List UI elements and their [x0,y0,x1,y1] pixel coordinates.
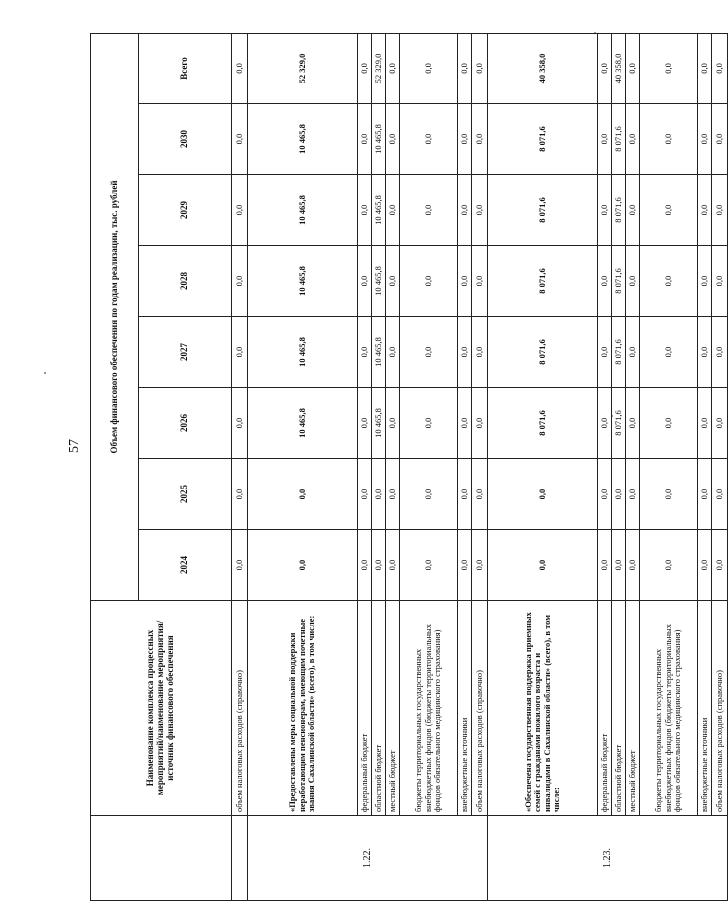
value-cell: 0,0 [626,317,640,388]
value-cell: 10 465,8 [372,246,386,317]
value-cell: 8 071,6 [488,104,598,175]
value-cell: 0,0 [598,33,612,103]
value-cell: 0,0 [358,459,372,530]
row-name: местный бюджет [386,601,400,816]
value-cell: 40 358,0 [612,33,626,103]
value-cell: 0,0 [598,317,612,388]
row-name: областной бюджет [372,601,386,816]
financing-table [90,33,728,901]
value-cell: 0,0 [400,459,458,530]
value-cell: 0,0 [598,104,612,175]
value-cell: 0,0 [712,175,728,246]
value-cell: 0,0 [626,459,640,530]
table-row [358,33,372,900]
value-cell: 0,0 [400,33,458,103]
value-cell: 0,0 [698,388,712,459]
row-name: внебюджетные источники [458,601,472,816]
value-cell: 52 329,0 [372,33,386,103]
value-cell: 0,0 [358,246,372,317]
value-cell: 0,0 [472,317,488,388]
value-cell: 0,0 [626,530,640,601]
value-cell: 0,0 [458,459,472,530]
value-cell: 8 071,6 [488,388,598,459]
table-row [712,33,728,900]
row-name: внебюджетные источники [698,601,712,816]
table-row [488,33,598,900]
value-cell: 0,0 [386,175,400,246]
row-code [232,816,248,901]
row-name: бюджеты территориальных государственных внебюджетных фондов (бюджеты территориальных фондов обязательного медицинского страхования) [400,601,458,816]
value-cell: 0,0 [598,175,612,246]
value-cell: 0,0 [598,530,612,601]
value-cell: 0,0 [372,530,386,601]
value-cell: 0,0 [626,33,640,103]
row-name: объем налоговых расходов (справочно) [232,601,248,816]
value-cell: 0,0 [400,175,458,246]
table-row [458,33,472,900]
value-cell: 0,0 [698,459,712,530]
value-cell: 0,0 [626,388,640,459]
value-cell: 0,0 [472,388,488,459]
value-cell: 0,0 [712,317,728,388]
row-name: федеральный бюджет [358,601,372,816]
value-cell: 0,0 [386,33,400,103]
value-cell: 8 071,6 [488,175,598,246]
value-cell: 40 358,0 [488,33,598,103]
year-header: 2028 [139,246,232,317]
value-cell: 8 071,6 [488,317,598,388]
table-row [612,33,626,900]
value-cell: 0,0 [386,459,400,530]
row-name: объем налоговых расходов (справочно) [712,601,728,816]
value-cell: 0,0 [698,317,712,388]
value-cell: 8 071,6 [488,246,598,317]
year-header: 2029 [139,175,232,246]
row-code: 1.22. [248,816,488,901]
row-code: 1.23. [488,816,728,901]
value-cell: 0,0 [400,530,458,601]
value-cell: 0,0 [232,459,248,530]
value-cell: 0,0 [472,104,488,175]
value-cell: 0,0 [232,530,248,601]
year-header: 2027 [139,317,232,388]
value-cell: 0,0 [626,246,640,317]
value-cell: 0,0 [386,388,400,459]
value-cell: 0,0 [358,388,372,459]
value-cell: 0,0 [358,530,372,601]
value-cell: 0,0 [712,104,728,175]
value-cell: 0,0 [612,530,626,601]
value-cell: 0,0 [358,175,372,246]
table-row [698,33,712,900]
row-name: областной бюджет [612,601,626,816]
value-cell: 0,0 [712,388,728,459]
year-header: 2024 [139,530,232,601]
value-cell: 0,0 [232,317,248,388]
table-row [232,33,248,900]
value-cell: 0,0 [400,246,458,317]
row-name: «Обеспечена государственная поддержка приемных семей с гражданами пожилого возраста и инвалидами в Сахалинской области» (всего), в том числе: [488,601,598,816]
year-header: 2030 [139,104,232,175]
row-name: федеральный бюджет [598,601,612,816]
value-cell: 0,0 [472,33,488,103]
value-cell: 0,0 [640,388,698,459]
value-cell: 0,0 [372,459,386,530]
value-cell: 0,0 [458,317,472,388]
value-cell: 0,0 [458,104,472,175]
value-cell: 0,0 [358,317,372,388]
value-cell: 0,0 [358,104,372,175]
table-row [598,33,612,900]
row-name: «Предоставлены меры социальной поддержки неработающим пенсионерам, имеющим почетные звания Сахалинской области» (всего), в том числе: [248,601,358,816]
value-cell: 0,0 [472,459,488,530]
value-cell: 0,0 [248,459,358,530]
table-row [386,33,400,900]
value-cell: 0,0 [400,317,458,388]
value-cell: 10 465,8 [248,175,358,246]
value-cell: 0,0 [400,388,458,459]
value-cell: 0,0 [698,175,712,246]
name-header: Наименование комплекса процессных мероприятий/наименование мероприятия/ источник финансового обеспечения [91,601,232,816]
table-row [472,33,488,900]
value-cell: 0,0 [598,246,612,317]
value-cell: 0,0 [232,388,248,459]
value-cell: 0,0 [626,175,640,246]
value-cell: 0,0 [488,530,598,601]
value-cell: 0,0 [640,175,698,246]
volume-header: Объем финансового обеспечения по годам реализации, тыс. рублей [91,33,139,600]
value-cell: 0,0 [612,459,626,530]
value-cell: 0,0 [458,33,472,103]
value-cell: 0,0 [698,530,712,601]
value-cell: 10 465,8 [372,104,386,175]
code-header [91,816,232,901]
value-cell: 0,0 [640,317,698,388]
value-cell: 0,0 [698,104,712,175]
value-cell: 10 465,8 [248,317,358,388]
value-cell: 0,0 [698,246,712,317]
value-cell: 0,0 [232,33,248,103]
value-cell: 0,0 [472,530,488,601]
value-cell: 0,0 [712,459,728,530]
page-number: 57 [67,439,82,453]
value-cell: 8 071,6 [612,388,626,459]
value-cell: 0,0 [232,246,248,317]
value-cell: 0,0 [640,459,698,530]
value-cell: 10 465,8 [248,104,358,175]
table-body [232,33,728,900]
value-cell: 10 465,8 [372,317,386,388]
value-cell: 8 071,6 [612,246,626,317]
table-row [248,33,358,900]
row-name: местный бюджет [626,601,640,816]
value-cell: 8 071,6 [612,104,626,175]
value-cell: 10 465,8 [372,388,386,459]
value-cell: 0,0 [458,530,472,601]
table-row [640,33,698,900]
value-cell: 0,0 [640,33,698,103]
value-cell: 0,0 [626,104,640,175]
year-header: 2025 [139,459,232,530]
value-cell: 0,0 [458,388,472,459]
value-cell: 0,0 [640,530,698,601]
value-cell: 0,0 [640,104,698,175]
value-cell: 0,0 [232,104,248,175]
value-cell: 0,0 [458,175,472,246]
value-cell: 0,0 [598,388,612,459]
value-cell: 10 465,8 [248,246,358,317]
value-cell: 0,0 [386,317,400,388]
value-cell: 0,0 [598,459,612,530]
scan-speck [44,372,46,374]
value-cell: 0,0 [400,104,458,175]
value-cell: 0,0 [640,246,698,317]
value-cell: 8 071,6 [612,317,626,388]
value-cell: 0,0 [248,530,358,601]
value-cell: 0,0 [232,175,248,246]
value-cell: 10 465,8 [372,175,386,246]
value-cell: 8 071,6 [612,175,626,246]
value-cell: 52 329,0 [248,33,358,103]
value-cell: 10 465,8 [248,388,358,459]
value-cell: 0,0 [712,33,728,103]
value-cell: 0,0 [712,246,728,317]
value-cell: 0,0 [458,246,472,317]
table-row [626,33,640,900]
value-cell: 0,0 [698,33,712,103]
value-cell: 0,0 [386,104,400,175]
value-cell: 0,0 [386,246,400,317]
value-cell: 0,0 [472,246,488,317]
table-row [400,33,458,900]
table-row [372,33,386,900]
value-cell: 0,0 [472,175,488,246]
value-cell: 0,0 [358,33,372,103]
year-header: 2026 [139,388,232,459]
rotated-table-wrapper [90,34,724,901]
row-name: бюджеты территориальных государственных внебюджетных фондов (бюджеты территориальных фондов обязательного медицинского страхования) [640,601,698,816]
value-cell: 0,0 [712,530,728,601]
total-header: Всего [139,33,232,103]
row-name: объем налоговых расходов (справочно) [472,601,488,816]
value-cell: 0,0 [488,459,598,530]
value-cell: 0,0 [386,530,400,601]
